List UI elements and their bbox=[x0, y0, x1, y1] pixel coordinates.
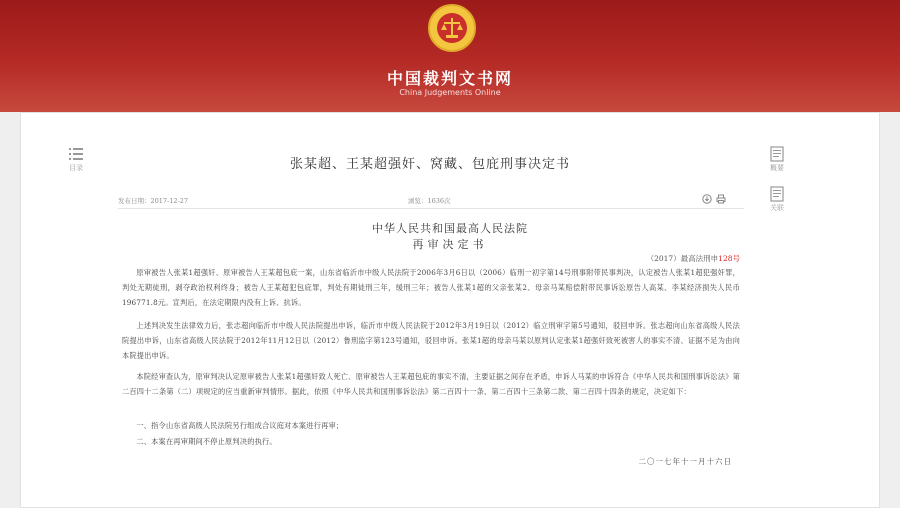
court-name: 中华人民共和国最高人民法院 bbox=[372, 222, 528, 235]
summary-label: 概要 bbox=[770, 164, 784, 172]
site-header-banner bbox=[0, 0, 900, 112]
doc-type: 再审决定书 bbox=[412, 238, 488, 251]
paragraph: 二、本案在再审期间不停止原判决的执行。 bbox=[136, 437, 277, 446]
court-emblem-icon[interactable] bbox=[428, 4, 476, 52]
site-name-en: China Judgements Online bbox=[399, 88, 501, 97]
view-count: 浏览：1636次 bbox=[408, 197, 451, 205]
related-button[interactable] bbox=[770, 186, 784, 213]
case-number-highlight: 128号 bbox=[718, 254, 740, 263]
paragraph: 上述判决发生法律效力后，张志超向临沂市中级人民法院提出申诉，临沂市中级人民法院于2012年3月19日以（2012）临立刑审字第5号通知，驳回申诉。张志超向山东省高级人民法院提出申诉，山东省高级人民法院于2012年11月12日以（2012）鲁刑监字第123号通知，驳回申诉。张某1超的母亲马某以原判认定张某1超强奸致死被害人的事实不清、证据不足为由向本院提出申诉。 bbox=[122, 321, 740, 360]
decision-date: 二〇一七年十一月十六日 bbox=[638, 457, 732, 466]
document-icon bbox=[770, 146, 784, 162]
paragraph: 原审被告人张某1超强奸、原审被告人王某超包庇一案，山东省临沂市中级人民法院于2006年3月6日以（2006）临刑一初字第14号刑事附带民事判决，认定被告人张某1超犯强奸罪，判处无期徒刑，剥夺政治权利终身；被告人王某超犯包庇罪，判处有期徒刑三年，缓刑三年；被告人张某1超的父亲张某2、母亲马某赔偿附带民事诉讼原告人高某、李某经济损失人民币196771.8元。宣判后，在法定期限内没有上诉、抗诉。 bbox=[122, 268, 740, 307]
summary-button[interactable] bbox=[770, 146, 784, 173]
download-icon[interactable] bbox=[702, 194, 712, 204]
list-icon bbox=[68, 146, 84, 162]
case-number-prefix: （2017）最高法刑申 bbox=[646, 254, 719, 263]
paragraph: 本院经审查认为，原审判决认定原审被告人张某1超强奸致人死亡、原审被告人王某超包庇的事实不清，主要证据之间存在矛盾，申诉人马某的申诉符合《中华人民共和国刑事诉讼法》第二百四十二条第（二）项规定的应当重新审判情形。据此，依照《中华人民共和国刑事诉讼法》第二百四十一条、第二百四十三条第二款、第二百四十四条的规定，决定如下： bbox=[122, 372, 740, 396]
toc-label: 目录 bbox=[69, 164, 83, 172]
doc-tools bbox=[702, 194, 726, 204]
site-name[interactable]: 中国裁判文书网 bbox=[386, 69, 513, 88]
document-title: 张某超、王某超强奸、窝藏、包庇刑事决定书 bbox=[289, 157, 570, 172]
toc-button[interactable] bbox=[68, 146, 84, 173]
document-icon bbox=[770, 186, 784, 202]
related-label: 关联 bbox=[770, 204, 784, 212]
title-divider bbox=[118, 208, 744, 209]
publish-date: 发布日期：2017-12-27 bbox=[118, 197, 188, 205]
case-number bbox=[647, 253, 740, 264]
paragraph: 一、指令山东省高级人民法院另行组成合议庭对本案进行再审； bbox=[136, 421, 344, 430]
print-icon[interactable] bbox=[716, 194, 726, 204]
